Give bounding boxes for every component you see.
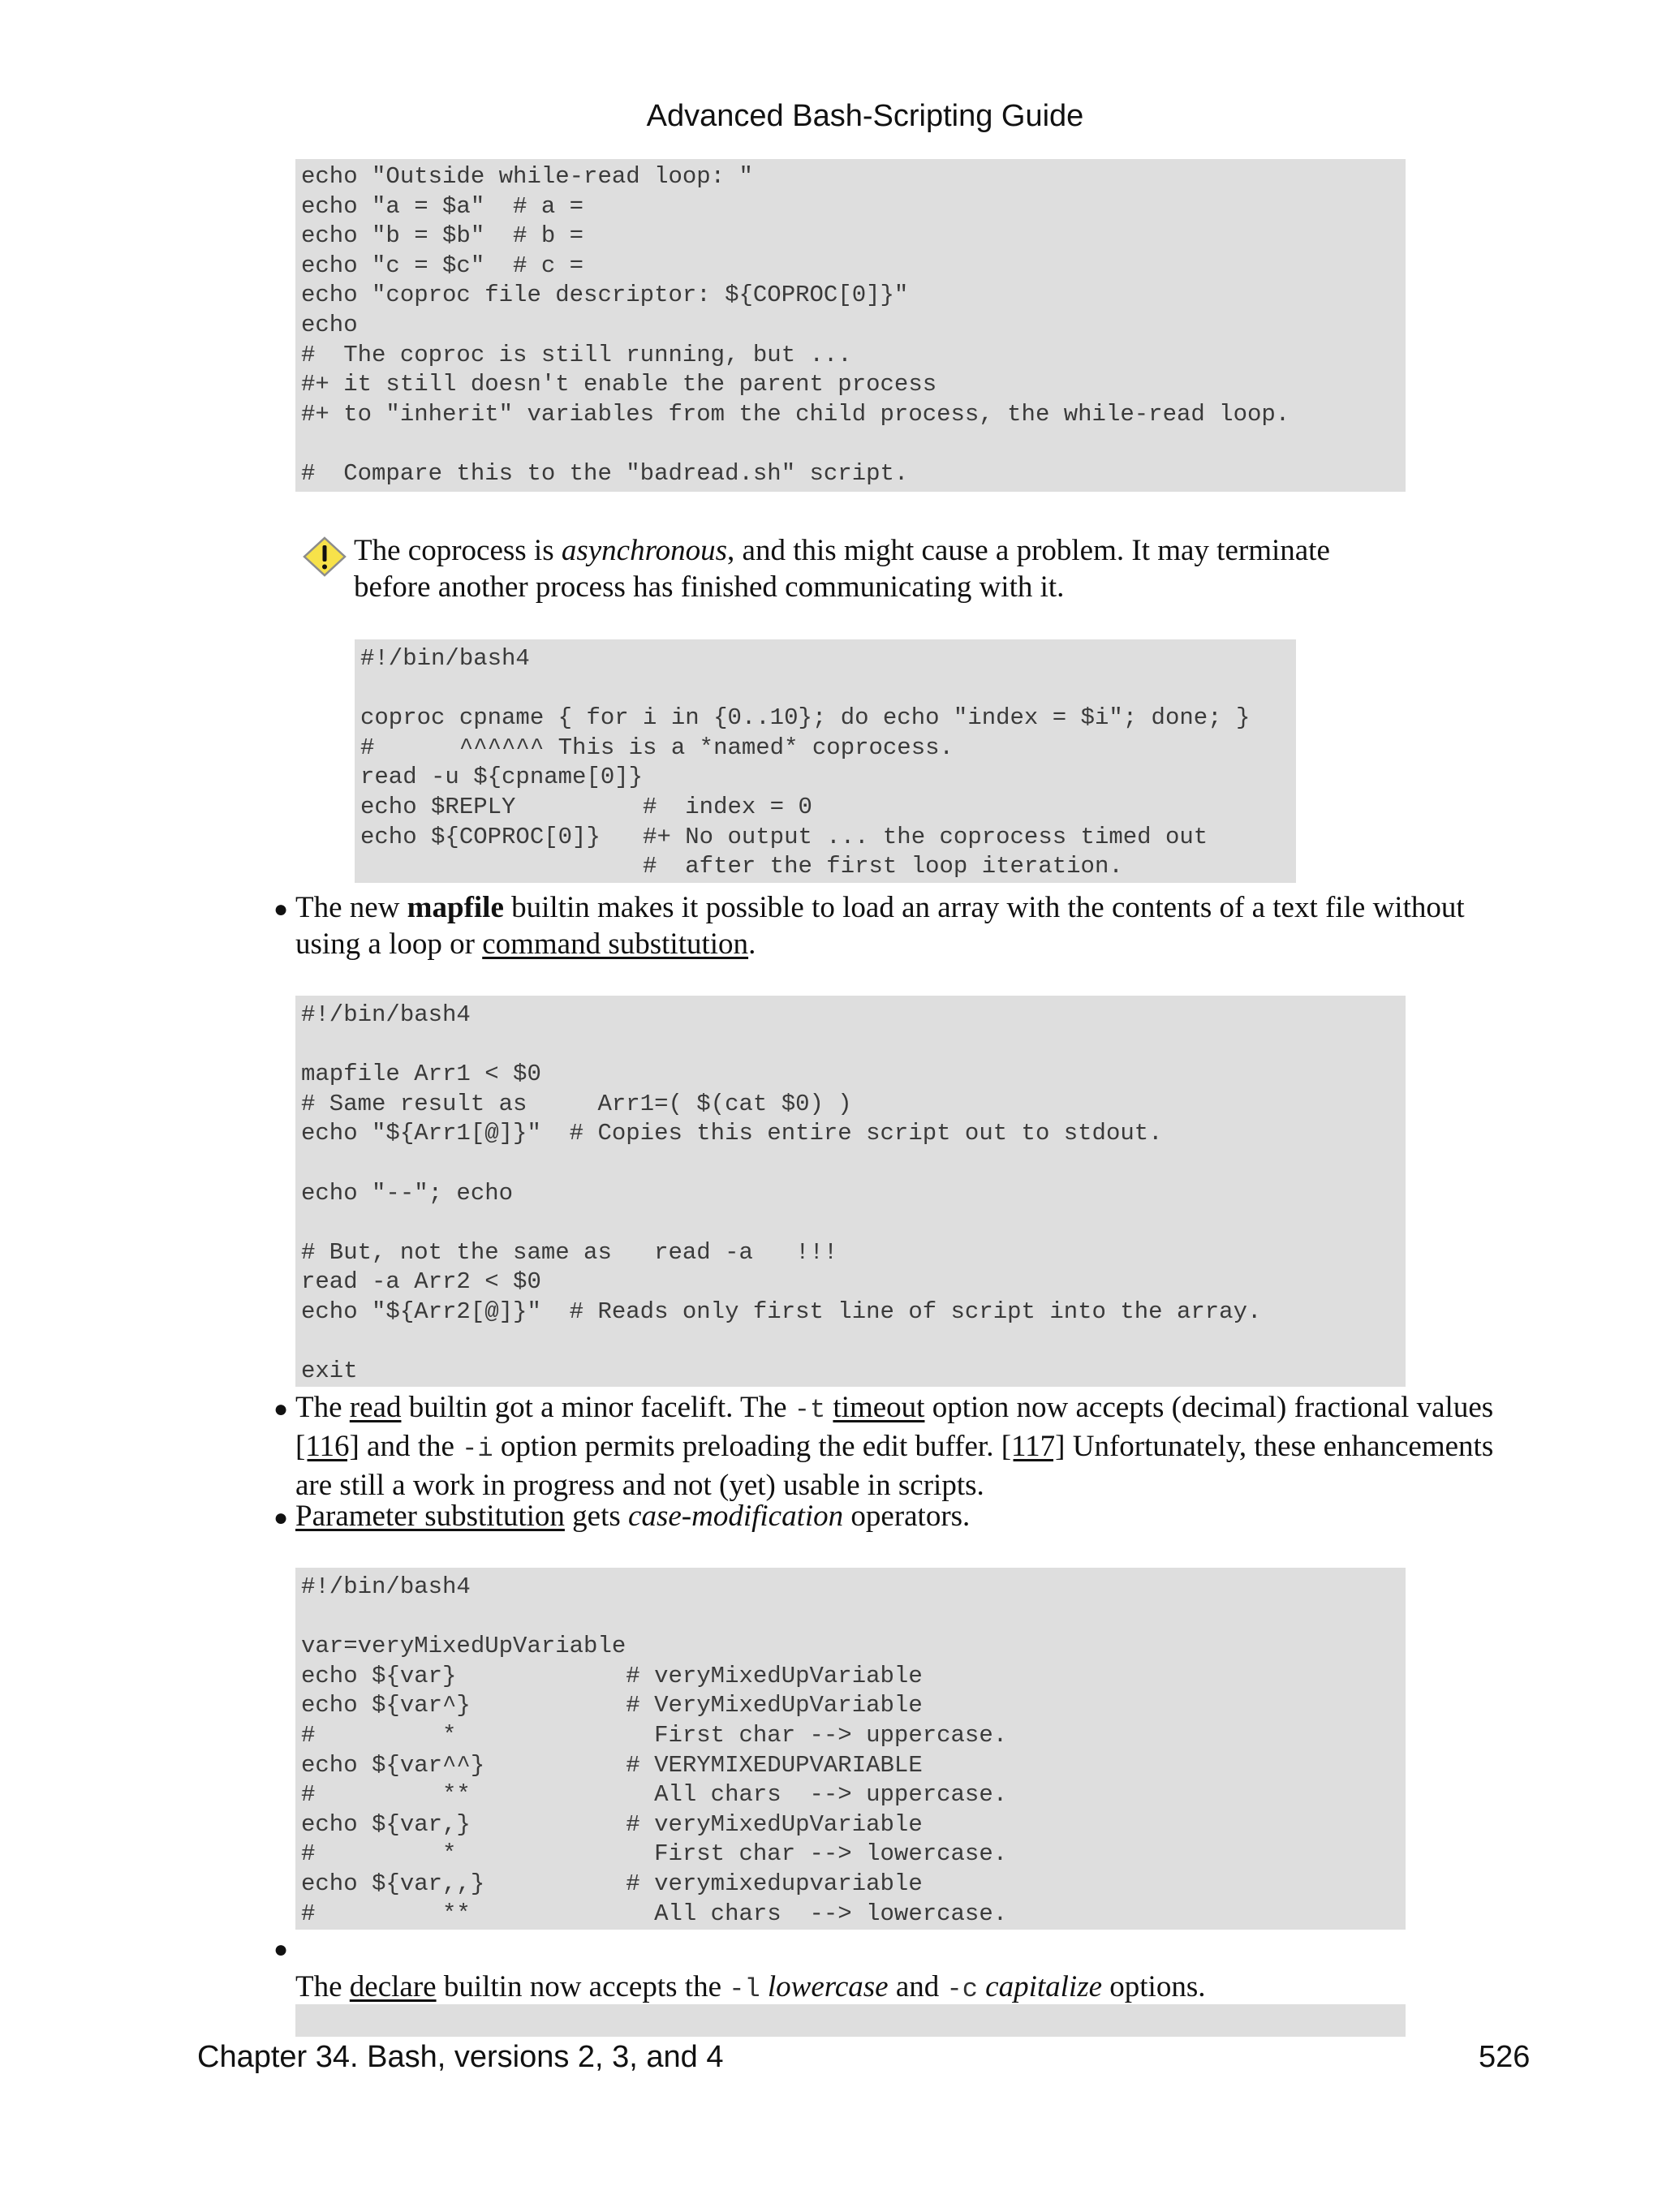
- declare-link[interactable]: declare: [349, 1970, 437, 2003]
- list-item-text: Unfortunately, these enhancements are still a work in progress and not (yet) usable in scripts.: [295, 1430, 1494, 1502]
- warning-text-2: , and this might cause a problem. It may terminate before another process has finished communicating with it.: [354, 534, 1330, 604]
- option-l: -l: [729, 1974, 760, 2004]
- code-block-while-read: echo "Outside while-read loop: " echo "a = $a" # a = echo "b = $b" # b = echo "c = $c" # c = echo "coproc file descriptor: ${COPROC[0]}" echo # The coproc is still running, but ... #+ it still doesn't enable the parent process #+ to "inherit" variables from the child process, the while-read loop. # Compare this to the "badread.sh" script.: [295, 159, 1406, 492]
- command-substitution-link[interactable]: command substitution: [482, 927, 749, 961]
- code-block-case-modification: #!/bin/bash4 var=veryMixedUpVariable echo ${var} # veryMixedUpVariable echo ${var^} # VeryMixedUpVariable # * First char --> uppercase. echo ${var^^} # VERYMIXEDUPVARIABLE # ** All chars --> uppercase. echo ${var,} # veryMixedUpVariable # * First char --> lowercase. echo ${var,,} # verymixedupvariable # ** All chars --> lowercase.: [295, 1568, 1406, 1930]
- warning-note: [354, 532, 1401, 605]
- chapter-footer: Chapter 34. Bash, versions 2, 3, and 4: [197, 2040, 724, 2074]
- lowercase-emphasis: lowercase: [767, 1970, 889, 2003]
- page-title: Advanced Bash-Scripting Guide: [646, 99, 1084, 133]
- bullet-marker: ●: [273, 1396, 289, 1422]
- bullet-marker: ●: [273, 1504, 289, 1531]
- list-item-text: operators.: [843, 1500, 971, 1533]
- list-item-text: builtin makes it possible to load an array with the contents of a text file without using a loop or: [295, 891, 1465, 961]
- list-item-text: The: [295, 1970, 350, 2003]
- code-block-named-coproc: #!/bin/bash4 coproc cpname { for i in {0..10}; do echo "index = $i"; done; } # ^^^^^^ This is a *named* coprocess. read -u ${cpname[0]} echo $REPLY # index = 0 echo ${COPROC[0]} #+ No output ... the coprocess timed out # after the first loop iteration.: [355, 639, 1296, 883]
- option-c: -c: [946, 1974, 978, 2004]
- parameter-substitution-link[interactable]: Parameter substitution: [295, 1500, 565, 1533]
- case-modification-emphasis: case-modification: [628, 1500, 844, 1533]
- list-item-mapfile: [295, 889, 1513, 962]
- option-t: -t: [794, 1395, 826, 1425]
- option-i: -i: [462, 1434, 493, 1464]
- list-item-text: [978, 1970, 985, 2003]
- timeout-link[interactable]: timeout: [833, 1391, 925, 1424]
- list-item-text: The new: [295, 891, 407, 924]
- read-link[interactable]: read: [349, 1391, 402, 1424]
- page-number: 526: [1479, 2040, 1531, 2074]
- list-item-text: option permits preloading the edit buffer.: [493, 1430, 1001, 1463]
- list-item-text: The: [295, 1391, 350, 1424]
- list-item-text: .: [748, 927, 756, 961]
- footnote-117-link[interactable]: [117]: [1001, 1430, 1066, 1463]
- warning-emphasis: asynchronous: [561, 534, 728, 567]
- list-item-text: builtin now accepts the: [436, 1970, 730, 2003]
- list-item-text: and the: [359, 1430, 463, 1463]
- list-item-text: [760, 1970, 768, 2003]
- list-item-text: and: [888, 1970, 947, 2003]
- warning-text-1: The coprocess is: [354, 534, 562, 567]
- list-item-text: gets: [564, 1500, 629, 1533]
- capitalize-emphasis: capitalize: [985, 1970, 1103, 2003]
- code-block-mapfile: #!/bin/bash4 mapfile Arr1 < $0 # Same result as Arr1=( $(cat $0) ) echo "${Arr1[@]}" # Copies this entire script out to stdout. echo "--"; echo # But, not the same as read -a !!! read -a Arr2 < $0 echo "${Arr2[@]}" # Reads only first line of script into the array. exit: [295, 996, 1406, 1387]
- list-item-declare: [295, 1969, 1513, 2008]
- code-block-declare: [295, 2004, 1406, 2037]
- list-item-parameter-substitution: [295, 1498, 1513, 1534]
- bullet-marker: ●: [273, 1936, 289, 1963]
- list-item-text: options.: [1102, 1970, 1206, 2003]
- bullet-marker: ●: [273, 896, 289, 923]
- footnote-116-link[interactable]: [116]: [295, 1430, 360, 1463]
- warning-icon: [302, 536, 347, 578]
- mapfile-keyword: mapfile: [407, 891, 504, 924]
- list-item-read: [295, 1389, 1516, 1504]
- list-item-text: builtin got a minor facelift. The: [401, 1391, 794, 1424]
- list-item-text: option now accepts (decimal) fractional values: [924, 1391, 1494, 1424]
